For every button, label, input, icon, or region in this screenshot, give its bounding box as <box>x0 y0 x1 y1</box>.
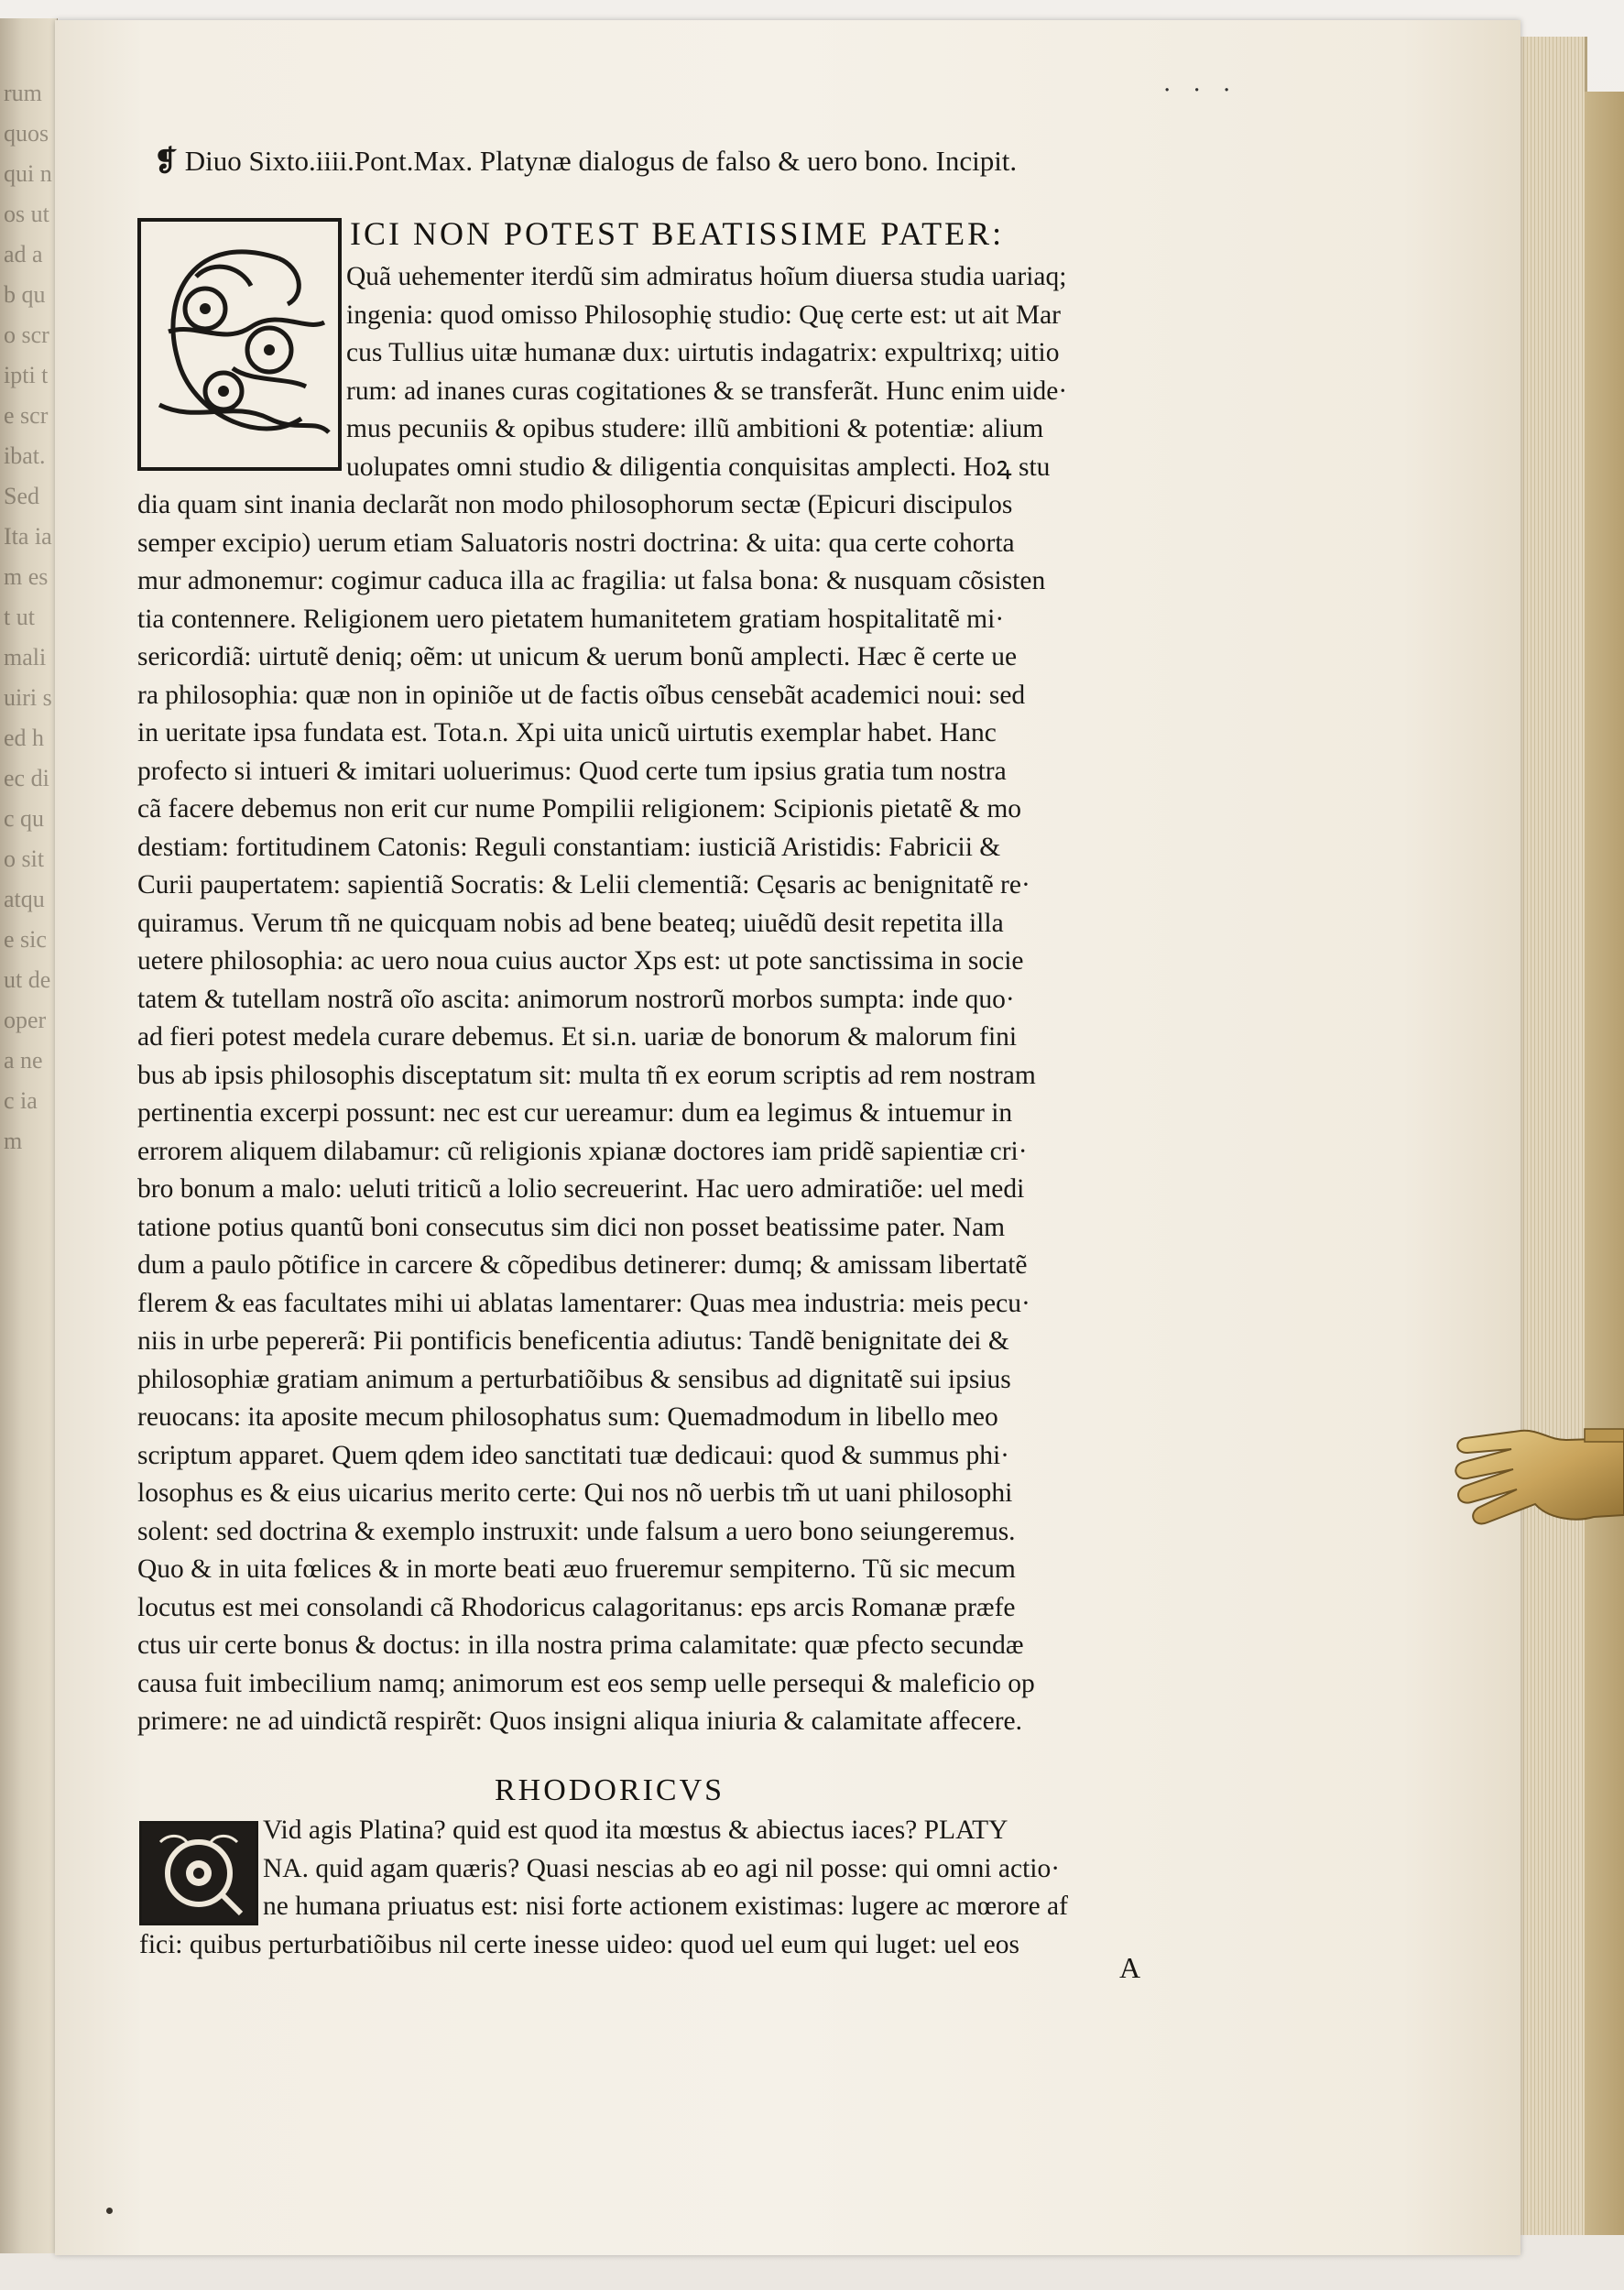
dialogue-line: Vid agis Platina? quid est quod ita mœstus & abiectus iaces? PLATY <box>263 1816 1008 1845</box>
text-line: errorem aliquem dilabamur: cũ religionis xpianæ doctores iam pridẽ sapientiæ cri· <box>137 1136 1028 1166</box>
text-line: Quo & in uita fœlices & in morte beati æuo frueremur sempiterno. Tũ sic mecum <box>137 1554 1016 1584</box>
text-line: uolupates omni studio & diligentia conquisitas amplecti. Hoꝝ stu <box>346 452 1051 482</box>
text-line: dum a paulo põtifice in carcere & cõpedibus detinerer: dumq; & amissam libertatẽ <box>137 1250 1028 1280</box>
dialogue-line: NA. quid agam quæris? Quasi nescias ab eo agi nil posse: qui omni actio· <box>263 1853 1061 1883</box>
running-title <box>154 145 1235 178</box>
text-line: flerem & eas facultates mihi ui ablatas lamentarer: Quas mea industria: meis pecu· <box>137 1288 1030 1318</box>
text-line: ingenia: quod omisso Philosophię studio: Quę certe est: ut ait Mar <box>346 300 1062 330</box>
brass-hand-clasp-icon <box>1447 1401 1624 1566</box>
dialogue-text-block <box>139 1812 1266 1964</box>
text-line: solent: sed doctrina & exemplo instruxit: unde falsum a uero bono seiungeremus. <box>137 1516 1016 1546</box>
dialogue-line: ne humana priuatus est: nisi forte actionem existimas: lugere ac mœrore af <box>263 1892 1068 1921</box>
text-line: bus ab ipsis philosophis disceptatum sit: multa tñ ex eorum scriptis ad rem nostram <box>137 1060 1036 1090</box>
text-line: quiramus. Verum tñ ne quicquam nobis ad bene beateq; uiuẽdũ desit repetita illa <box>137 908 1004 938</box>
text-line: ad fieri potest medela curare debemus. Et si.n. uariæ de bonorum & malorum fini <box>137 1022 1018 1052</box>
paragraph-mark-icon: ❡ <box>154 145 178 177</box>
main-text-block <box>137 258 1227 1741</box>
text-line: ctus uir certe bonus & doctus: in illa nostra prima calamitate: quæ pfecto secundæ <box>137 1630 1024 1660</box>
margin-mark <box>106 2208 113 2214</box>
fore-edge-leaves <box>1520 37 1587 2235</box>
text-line: mur admonemur: cogimur caduca illa ac fragilia: ut falsa bona: & nusquam cõsisten <box>137 566 1046 595</box>
opening-capitals: ICI NON POTEST BEATISSIME PATER: <box>350 215 1005 252</box>
text-line: tia contennere. Religionem uero pietatem humanitetem gratiam hospitalitatẽ mi· <box>137 604 1005 634</box>
text-line: causa fuit imbecilium namq; animorum est eos semp uelle persequi & maleficio op <box>137 1668 1035 1698</box>
text-line: uetere philosophia: ac uero noua cuius auctor Xps est: ut pote sanctissima in socie <box>137 946 1024 976</box>
text-line: tatione potius quantũ boni consecutus sim dici non posset beatissime pater. Nam <box>137 1212 1006 1242</box>
dialogue-line: fici: quibus perturbatiõibus nil certe inesse uideo: quod uel eum qui luget: uel eos <box>139 1929 1019 1959</box>
text-line: cã facere debemus non erit cur nume Pompilii religionem: Scipionis pietatẽ & mo <box>137 794 1022 823</box>
text-line: profecto si intueri & imitari uoluerimus: Quod certe tum ipsius gratia tum nostra <box>137 756 1007 786</box>
text-line: philosophiæ gratiam animum a perturbatiõibus & sensibus ad dignitatẽ sui ipsius <box>137 1364 1011 1394</box>
text-line: scriptum apparet. Quem qdem ideo sanctitati tuæ dedicaui: quod & summus phi· <box>137 1440 1010 1470</box>
running-title-text: Diuo Sixto.iiii.Pont.Max. Platynæ dialogus de falso & uero bono. Incipit. <box>184 145 1018 177</box>
left-facing-page <box>0 18 58 2253</box>
text-line: rum: ad inanes curas cogitationes & se transferãt. Hunc enim uide· <box>346 376 1068 406</box>
text-line: cus Tullius uitæ humanæ dux: uirtutis indagatrix: expultrixq; uitio <box>346 338 1060 367</box>
text-line: sericordiã: uirtutẽ deniq; oẽm: ut unicum & uerum bonũ amplecti. Hæc ẽ certe ue <box>137 642 1018 671</box>
text-line: niis in urbe pepererã: Pii pontificis beneficentia adiutus: Tandẽ benignitate dei & <box>137 1326 1009 1356</box>
text-line: tatem & tutellam nostrã oĩo ascita: animorum nostrorũ morbos sumpta: inde quo· <box>137 984 1015 1014</box>
left-page-text: rum quos qui nos ut ad ab quo scripti te scribat. Sed Ita iam est ut mali uiri sed hec dic quo sit atque sic ut de opera nec iam <box>4 80 52 1154</box>
binding-edge <box>1585 92 1624 2235</box>
text-line: mus pecuniis & opibus studere: illũ ambitioni & potentiæ: alium <box>346 414 1044 443</box>
page-dots: . . . <box>1163 70 1238 97</box>
text-line: primere: ne ad uindictã respirẽt: Quos insigni aliqua iniuria & calamitate affecere. <box>137 1707 1023 1736</box>
text-line: bro bonum a malo: ueluti triticũ a lolio secreuerint. Hac uero admiratiõe: uel medi <box>137 1174 1025 1204</box>
text-line: ra philosophia: quæ non in opiniõe ut de factis oĩbus censebãt academici noui: sed <box>137 680 1026 710</box>
text-line: pertinentia excerpi possunt: nec est cur uereamur: dum ea legimus & intuemur in <box>137 1098 1013 1128</box>
text-line: dia quam sint inania declarãt non modo philosophorum sectæ (Epicuri discipulos <box>137 490 1013 519</box>
text-line: Curii paupertatem: sapientiã Socratis: & Lelii clementiã: Cęsaris ac benignitatẽ re· <box>137 870 1030 900</box>
speaker-heading: RHODORICVS <box>495 1773 725 1807</box>
text-line: locutus est mei consolandi cã Rhodoricus calagoritanus: eps arcis Romanæ præfe <box>137 1592 1016 1622</box>
text-line: reuocans: ita aposite mecum philosophatus sum: Quemadmodum in libello meo <box>137 1402 998 1432</box>
signature-mark: A <box>1119 1951 1141 1984</box>
text-line: losophus es & eius uicarius merito certe: Qui nos nõ uerbis tm̃ ut uani philosophi <box>137 1478 1013 1508</box>
text-line: in ueritate ipsa fundata est. Tota.n. Xpi uita unicũ uirtutis exemplar habet. Hanc <box>137 718 997 747</box>
text-line: semper excipio) uerum etiam Saluatoris nostri doctrina: & uita: qua certe cohorta <box>137 528 1015 558</box>
text-line: Quã uehementer iterdũ sim admiratus hoĩum diuersa studia uariaq; <box>346 262 1067 291</box>
text-line: destiam: fortitudinem Catonis: Reguli constantiam: iusticiã Aristidis: Fabricii & <box>137 832 1001 862</box>
